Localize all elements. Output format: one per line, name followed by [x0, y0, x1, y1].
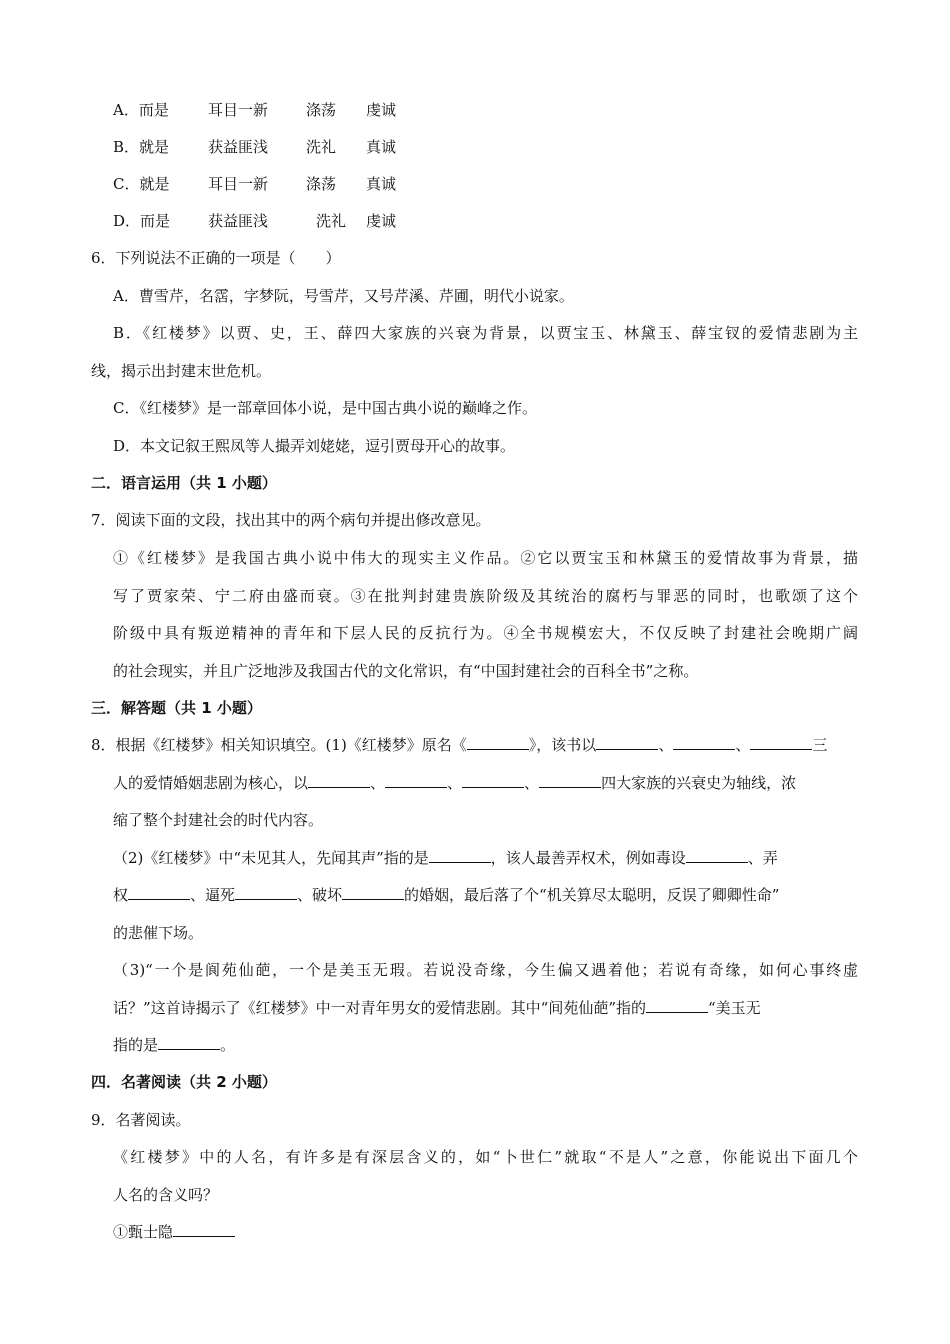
q8-line1 [91, 735, 827, 755]
q6-option-a: A．曹雪芹，名霑，字梦阮，号雪芹，又号芹溪、芹圃，明代小说家。 [113, 287, 574, 305]
answer-blank[interactable] [686, 848, 748, 863]
q8-line3: 缩了整个封建社会的时代内容。 [113, 811, 324, 829]
answer-blank[interactable] [429, 848, 491, 863]
q8-text: 、逼死 [190, 886, 236, 904]
q5-option-label: D．而是 [113, 212, 171, 230]
answer-blank[interactable] [596, 735, 658, 750]
q8-text: ，该人最善弄权术，例如毒设 [490, 849, 686, 867]
q8-text: 。 [220, 1036, 236, 1054]
q8-line8 [113, 998, 761, 1018]
q9-passage-line2: 人名的含义吗？ [113, 1186, 219, 1204]
section-heading-2: 二．语言运用（共 1 小题） [91, 474, 277, 492]
q5-option-word: 真诚 [366, 175, 397, 193]
q6-option-b-line1: B．《红楼梦》以贾、史，王、薛四大家族的兴衰为背景，以贾宝玉、林黛玉、薛宝钗的爱情悲剧为主 [113, 324, 858, 342]
answer-blank[interactable] [539, 773, 601, 788]
q8-line7: （3)“一个是阆苑仙葩，一个是美玉无瑕。若说没奇缘，今生偏又遇着他；若说有奇缘，如何心事终虚 [113, 961, 858, 979]
q8-line4 [113, 848, 778, 868]
answer-blank[interactable] [235, 885, 297, 900]
q8-text: 四大家族的兴衰史为轴线，浓 [601, 774, 797, 792]
q8-text: “美玉无 [708, 999, 761, 1017]
q5-option-label: B．就是 [113, 138, 170, 156]
answer-blank[interactable] [342, 885, 404, 900]
answer-blank[interactable] [128, 885, 190, 900]
answer-blank[interactable] [673, 735, 735, 750]
q8-text: 》，该书以 [528, 736, 597, 754]
answer-blank[interactable] [646, 998, 708, 1013]
q5-option-word: 虔诚 [366, 101, 397, 119]
q9-passage-line1: 《红楼梦》中的人名，有许多是有深层含义的，如“卜世仁”就取“不是人”之意，你能说出下面几个 [113, 1148, 858, 1166]
answer-blank[interactable] [750, 735, 812, 750]
q8-text: 、 [735, 736, 751, 754]
q8-text: 指的是 [113, 1036, 159, 1054]
q8-text: （2)《红楼梦》中“未见其人，先闻其声”指的是 [113, 849, 429, 867]
answer-blank[interactable] [308, 773, 370, 788]
q5-option-word: 耳目一新 [208, 175, 269, 193]
q6-option-b-line2: 线，揭示出封建末世危机。 [91, 362, 272, 380]
q5-option-b [113, 137, 396, 157]
q8-text: 、 [524, 774, 540, 792]
q8-text: 、 [658, 736, 674, 754]
q7-passage-line4: 的社会现实，并且广泛地涉及我国古代的文化常识，有“中国封建社会的百科全书”之称。 [113, 662, 699, 680]
q5-option-label: C．就是 [113, 175, 170, 193]
q9-stem: 9．名著阅读。 [91, 1111, 191, 1129]
q6-stem: 6．下列说法不正确的一项是（ ） [91, 249, 341, 267]
q6-option-c: C．《红楼梦》是一部章回体小说，是中国古典小说的巅峰之作。 [113, 399, 537, 417]
q5-option-d [113, 211, 396, 231]
q5-option-word: 洗礼 [316, 212, 347, 230]
q6-option-d: D．本文记叙王熙凤等人撮弄刘姥姥，逗引贾母开心的故事。 [113, 437, 516, 455]
q8-line9 [113, 1035, 235, 1055]
q5-option-label: A．而是 [113, 101, 169, 119]
q7-passage-line1: ①《红楼梦》是我国古典小说中伟大的现实主义作品。②它以贾宝玉和林黛玉的爱情故事为背景，描 [113, 549, 858, 567]
section-heading-4: 四．名著阅读（共 2 小题） [91, 1073, 277, 1091]
q5-option-word: 真诚 [366, 138, 397, 156]
q8-text: 的婚姻，最后落了个“机关算尽太聪明，反误了卿卿性命” [404, 886, 780, 904]
answer-blank[interactable] [462, 773, 524, 788]
q8-text: 人的爱情婚姻悲剧为核心，以 [113, 774, 309, 792]
q5-option-c [113, 174, 396, 194]
answer-blank[interactable] [173, 1222, 235, 1237]
q8-line6: 的悲催下场。 [113, 924, 204, 942]
q8-text: 权 [113, 886, 129, 904]
q7-passage-line2: 写了贾家荣、宁二府由盛而衰。③在批判封建贵族阶级及其统治的腐朽与罪恶的同时，也歌颂了这个 [113, 587, 858, 605]
q5-option-word: 涤荡 [306, 101, 337, 119]
q5-option-a [113, 100, 396, 120]
q8-text: 、破坏 [297, 886, 343, 904]
q8-text: 8．根据《红楼梦》相关知识填空。(1)《红楼梦》原名《 [91, 736, 467, 754]
q7-passage-line3: 阶级中具有叛逆精神的青年和下层人民的反抗行为。④全书规模宏大，不仅反映了封建社会晚期广阔 [113, 624, 858, 642]
q5-option-word: 获益匪浅 [208, 212, 269, 230]
q8-text: 、 [370, 774, 386, 792]
q9-text: ①甄士隐 [113, 1223, 174, 1241]
q8-line5 [113, 885, 779, 905]
answer-blank[interactable] [385, 773, 447, 788]
answer-blank[interactable] [158, 1035, 220, 1050]
q8-text: 三 [812, 736, 828, 754]
q8-text: 话？”这首诗揭示了《红楼梦》中一对青年男女的爱情悲剧。其中“间苑仙葩”指的 [113, 999, 647, 1017]
q5-option-word: 虔诚 [366, 212, 397, 230]
q8-text: 、 [447, 774, 463, 792]
q8-text: 、弄 [747, 849, 778, 867]
q7-stem: 7．阅读下面的文段，找出其中的两个病句并提出修改意见。 [91, 511, 491, 529]
q5-option-word: 耳目一新 [208, 101, 269, 119]
answer-blank[interactable] [467, 735, 529, 750]
q5-option-word: 洗礼 [306, 138, 337, 156]
q5-option-word: 获益匪浅 [208, 138, 269, 156]
q9-item-1 [113, 1222, 235, 1242]
section-heading-3: 三．解答题（共 1 小题） [91, 699, 262, 717]
q8-line2 [113, 773, 796, 793]
q5-option-word: 涤荡 [306, 175, 337, 193]
